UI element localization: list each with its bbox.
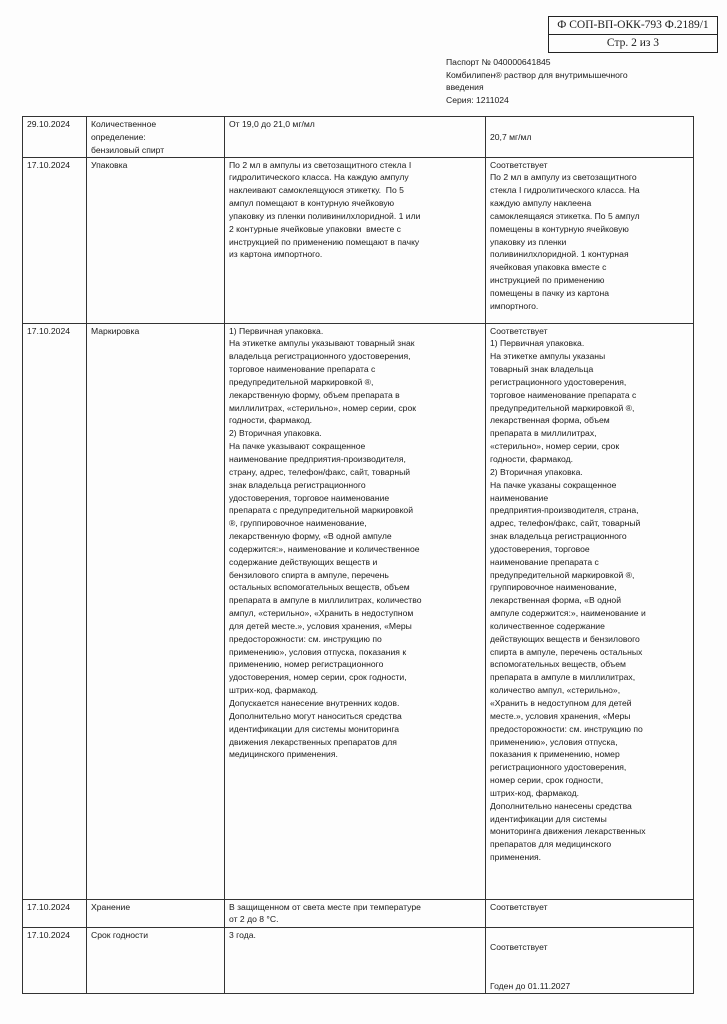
table-row xyxy=(23,157,694,323)
row-date: 17.10.2024 xyxy=(23,899,87,927)
passport-number: Паспорт № 040000641845 xyxy=(446,57,551,67)
product-name-line2: введения xyxy=(446,82,484,93)
row-result: Соответствует По 2 мл в ампулу из светозащитного стекла I гидролитического класса. На каждую ампулу наклеена самоклеящаяся этикетка. По 5 ампул помещены в контурную ячейковую упаковку из пленки поливинилхлоридной. 1 контурная ячейковая упаковка вместе с инструкцией по применению помещены в пачку из картона импортного. xyxy=(486,157,694,323)
row-requirement: В защищенном от света месте при температуре от 2 до 8 °С. xyxy=(225,899,486,927)
row-test-name: Упаковка xyxy=(87,157,225,323)
row-test-name: Маркировка xyxy=(87,323,225,899)
row-result: Соответствует xyxy=(486,899,694,927)
row-result: Соответствует 1) Первичная упаковка. На этикетке ампулы указаны товарный знак владельца регистрационного удостоверения, торговое наименование препарата с предупредительной маркировкой ®, лекарственная форма, объем препарата в миллилитрах, «стерильно», номер серии, срок годности, фармакод. 2) Вторичная упаковка. На пачке указаны сокращенное наименование предприятия-производителя, страна, адрес, телефон/факс, сайт, товарный знак владельца регистрационного удостоверения, торговое наименование препарата с предупредительной маркировкой ®, группировочное наименование, лекарственная форма, «В одной ампуле содержится:», наименование и количественное содержание действующих веществ и бензилового спирта в ампуле, перечень остальных вспомогательных веществ, объем препарата в ампуле в миллилитрах, количество ампул, «стерильно», «Хранить в недоступном для детей месте.», условия хранения, «Меры предосторожности: см. инструкцию по применению», условия отпуска, показания к применению, номер регистрационного удостоверения, номер серии, срок годности, штрих-код, фармакод. Дополнительно нанесены средства идентификации для системы мониторинга движения лекарственных препаратов для медицинского применения. xyxy=(486,323,694,899)
row-requirement: От 19,0 до 21,0 мг/мл xyxy=(225,117,486,158)
document-code: Ф СОП-ВП-ОКК-793 Ф.2189/1 xyxy=(557,19,709,31)
series-number: Серия: 1211024 xyxy=(446,94,509,105)
page-number: Стр. 2 из 3 xyxy=(549,34,717,52)
row-result: 20,7 мг/мл xyxy=(486,117,694,158)
row-test-name: Хранение xyxy=(87,899,225,927)
product-name-line1: Комбилипен® раствор для внутримышечного xyxy=(446,69,628,80)
test-results-table xyxy=(22,116,694,994)
row-test-name: Количественное определение: бензиловый спирт xyxy=(87,117,225,158)
table-row xyxy=(23,927,694,993)
table-row xyxy=(23,323,694,899)
table-row xyxy=(23,899,694,927)
row-result: Соответствует Годен до 01.11.2027 xyxy=(486,927,694,993)
row-requirement: По 2 мл в ампулы из светозащитного стекла I гидролитического класса. На каждую ампулу наклеивают самоклеящуюся этикетку. По 5 ампул помещают в контурную ячейковую упаковку из пленки поливинилхлоридной. 1 или 2 контурные ячейковые упаковки вместе с инструкцией по применению помещают в пачку из картона импортного. xyxy=(225,157,486,323)
row-date: 17.10.2024 xyxy=(23,157,87,323)
table-row xyxy=(23,117,694,158)
row-test-name: Срок годности xyxy=(87,927,225,993)
row-date: 29.10.2024 xyxy=(23,117,87,158)
row-date: 17.10.2024 xyxy=(23,927,87,993)
row-requirement: 1) Первичная упаковка. На этикетке ампулы указывают товарный знак владельца регистрационного удостоверения, торговое наименование препарата с предупредительной маркировкой ®, лекарственную форму, объем препарата в миллилитрах, «стерильно», номер серии, срок годности, фармакод. 2) Вторичная упаковка. На пачке указывают сокращенное наименование предприятия-производителя, страну, адрес, телефон/факс, сайт, товарный знак владельца регистрационного удостоверения, торговое наименование препарата с предупредительной маркировкой ®, группировочное наименование, лекарственную форму, «В одной ампуле содержится:», наименование и количественное содержание действующих веществ и бензилового спирта в ампуле, перечень остальных вспомогательных веществ, объем препарата в ампуле в миллилитрах, количество ампул, «стерильно», «Хранить в недоступном для детей месте.», условия хранения, «Меры предосторожности: см. инструкцию по применению», условия отпуска, показания к применению, номер регистрационного удостоверения, номер серии, срок годности, штрих-код, фармакод. Допускается нанесение внутренних кодов. Дополнительно могут наноситься средства идентификации для системы мониторинга движения лекарственных препаратов для медицинского применения. xyxy=(225,323,486,899)
row-requirement: 3 года. xyxy=(225,927,486,993)
row-date: 17.10.2024 xyxy=(23,323,87,899)
passport-info xyxy=(446,56,716,106)
document-code-box xyxy=(548,16,718,53)
